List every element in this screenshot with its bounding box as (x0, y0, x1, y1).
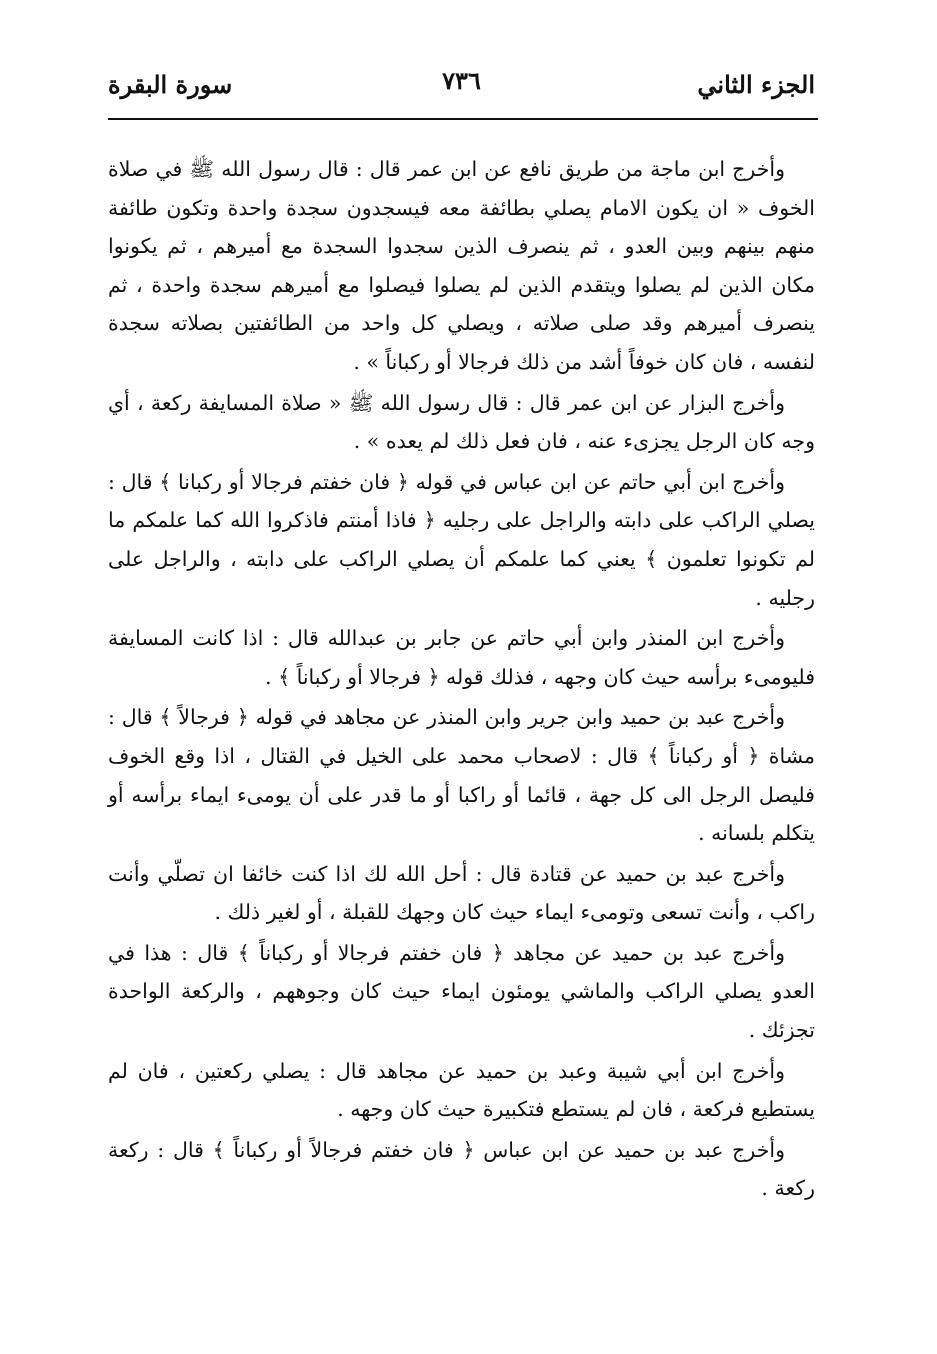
page-body (108, 150, 815, 1208)
paragraph: وأخرج عبد بن حميد عن مجاهد ﴿ فان خفتم فرجالا أو ركباناً ﴾ قال : هذا في العدو يصلي الراكب والماشي يومئون ايماء حيث كان وجوههم ، والركعة الواحدة تجزئك . (108, 940, 815, 1043)
surah-label: سورة البقرة (108, 69, 233, 99)
paragraph: وأخرج عبد بن حميد عن قتادة قال : أحل الله لك اذا كنت خائفا ان تصلّي وأنت راكب ، وأنت تسعى وتومىء ايماء حيث كان وجهك للقبلة ، أو لغير ذلك . (108, 861, 815, 925)
paragraph: وأخرج ابن أبي شيبة وعبد بن حميد عن مجاهد قال : يصلي ركعتين ، فان لم يستطيع فركعة ، فان لم يستطع فتكبيرة حيث كان وجهه . (108, 1058, 815, 1122)
header-divider (108, 118, 818, 120)
paragraph: وأخرج عبد بن حميد وابن جرير وابن المنذر عن مجاهد في قوله ﴿ فرجالاً ﴾ قال : مشاة ﴿ أو ركباناً ﴾ قال : لاصحاب محمد على الخيل في القتال ، اذا وقع الخوف فليصل الرجل الى كل جهة ، قائما أو راكبا أو ما قدر على أن يومىء ايماء برأسه أو يتكلم بلسانه . (108, 705, 815, 846)
paragraph: وأخرج ابن ماجة من طريق نافع عن ابن عمر قال : قال رسول الله ﷺ في صلاة الخوف « ان يكون الامام يصلي بطائفة معه فيسجدون سجدة واحدة وتكون طائفة منهم بينهم وبين العدو ، ثم ينصرف الذين سجدوا السجدة مع أميرهم ، ثم يكونوا مكان الذين لم يصلوا ويتقدم الذين لم يصلوا فيصلوا مع أميرهم سجدة واحدة ، ثم ينصرف أميرهم وقد صلى صلاته ، ويصلي كل واحد من الطائفتين بصلاته سجدة لنفسه ، فان كان خوفاً أشد من ذلك فرجالا أو ركباناً » . (108, 157, 815, 374)
paragraph: وأخرج البزار عن ابن عمر قال : قال رسول الله ﷺ « صلاة المسايفة ركعة ، أي وجه كان الرجل يجزىء عنه ، فان فعل ذلك لم يعده » . (108, 390, 815, 454)
paragraph: وأخرج عبد بن حميد عن ابن عباس ﴿ فان خفتم فرجالاً أو ركباناً ﴾ قال : ركعة ركعة . (108, 1137, 815, 1201)
paragraph: وأخرج ابن المنذر وابن أبي حاتم عن جابر بن عبدالله قال : اذا كانت المسايفة فليومىء برأسه حيث كان وجهه ، فذلك قوله ﴿ فرجالا أو ركباناً ﴾ . (108, 626, 815, 689)
part-label: الجزء الثاني (697, 69, 815, 99)
page-header (108, 62, 815, 106)
page-number: ٧٣٦ (442, 66, 481, 95)
paragraph: وأخرج ابن أبي حاتم عن ابن عباس في قوله ﴿ فان خفتم فرجالا أو ركبانا ﴾ قال : يصلي الراكب على دابته والراجل على رجليه ﴿ فاذا أمنتم فاذكروا الله كما علمكم ما لم تكونوا تعلمون ﴾ يعني كما علمكم أن يصلي الراكب على دابته ، والراجل على رجليه . (108, 469, 815, 610)
